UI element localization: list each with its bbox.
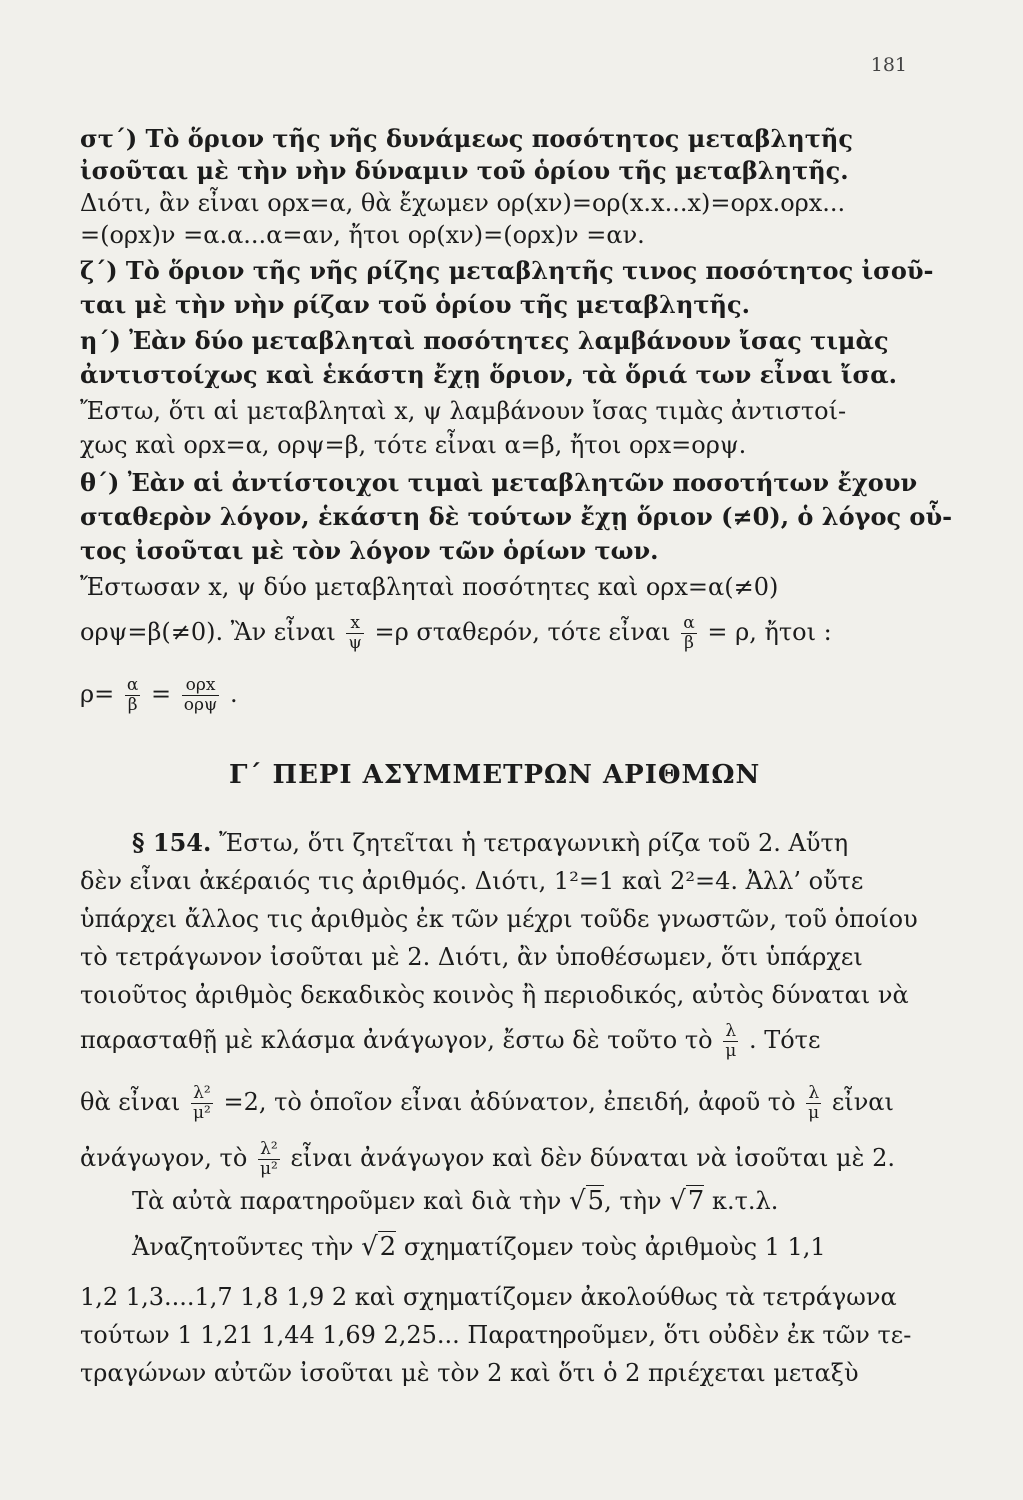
fraction-denominator: ψ — [348, 633, 362, 653]
section154-line3: ὑπάρχει ἄλλος τις ἀριθμὸς ἐκ τῶν μέχρι τοῦδε γνωστῶν, τοῦ ὁποίου — [80, 905, 918, 933]
section154-text: Ἔστω, ὅτι ζητεῖται ἡ τετραγωνικὴ ρίζα τοῦ 2. Αὕτη — [219, 829, 849, 857]
proof2-text-c: = ρ, ἤτοι : — [707, 618, 832, 646]
fraction-a-over-b — [125, 676, 140, 715]
line7-text-a: θὰ εἶναι — [80, 1088, 181, 1116]
fraction-numerator: α — [683, 613, 695, 633]
section154-line2: δὲν εἶναι ἀκέραιός τις ἀριθμός. Διότι, 1²=1 καὶ 2²=4. Ἀλλ’ οὔτε — [80, 867, 864, 895]
fraction-numerator: α — [126, 675, 139, 695]
radicand: 7 — [687, 1186, 705, 1216]
page-number: 181 — [870, 54, 907, 76]
section154-line11: 1,2 1,3....1,7 1,8 1,9 2 καὶ σχηματίζομεν ἀκολούθως τὰ τετράγωνα — [80, 1283, 897, 1311]
proof2-text-a: ορψ=β(≠0). Ἂν εἶναι — [80, 618, 336, 646]
theorem-theta-proof1: Ἔστωσαν x, ψ δύο μεταβληταὶ ποσότητες καὶ ορx=α(≠0) — [80, 573, 779, 601]
section154-line12: τούτων 1 1,21 1,44 1,69 2,25... Παρατηροῦμεν, ὅτι οὐδὲν ἐκ τῶν τε- — [80, 1321, 912, 1349]
line8-text-b: εἶναι ἀνάγωγον καὶ δὲν δύναται νὰ ἰσοῦται μὲ 2. — [290, 1144, 895, 1172]
proof3-text-c: . — [229, 680, 238, 708]
fraction-denominator: μ² — [259, 1159, 278, 1179]
theorem-z-line1: ζ΄) Τὸ ὅριον τῆς νῆς ρίζης μεταβλητῆς τινος ποσότητος ἰσοῦ- — [80, 256, 934, 285]
line9-text-c: κ.τ.λ. — [711, 1187, 779, 1215]
radicand: 5 — [587, 1186, 605, 1216]
section154-line5: τοιοῦτος ἀριθμὸς δεκαδικὸς κοινὸς ἢ περιοδικός, αὐτὸς δύναται νὰ — [80, 981, 909, 1009]
fraction-lambda-over-mu — [806, 1084, 821, 1123]
fraction-denominator: μ — [725, 1041, 737, 1061]
theorem-theta-proof3 — [80, 676, 940, 715]
theorem-eta-line2: ἀντιστοίχως καὶ ἑκάστη ἔχῃ ὅριον, τὰ ὅριά των εἶναι ἴσα. — [80, 360, 898, 389]
theorem-theta-line2: σταθερὸν λόγον, ἑκάστη δὲ τούτων ἔχῃ ὅριον (≠0), ὁ λόγος οὗ- — [80, 502, 953, 531]
fraction-numerator: x — [346, 614, 363, 634]
section154-line7 — [80, 1084, 940, 1123]
sqrt-5: √5 — [568, 1186, 605, 1216]
fraction-denominator: μ — [808, 1103, 820, 1123]
theorem-theta-line3: τος ἰσοῦται μὲ τὸν λόγον τῶν ὁρίων των. — [80, 536, 659, 565]
theorem-theta-line1: θ΄) Ἐὰν αἱ ἀντίστοιχοι τιμαὶ μεταβλητῶν ποσοτήτων ἔχουν — [80, 468, 918, 497]
fraction-denominator: β — [127, 695, 138, 715]
section154-line4: τὸ τετράγωνον ἰσοῦται μὲ 2. Διότι, ἂν ὑποθέσωμεν, ὅτι ὑπάρχει — [80, 943, 863, 971]
fraction-denominator: μ² — [192, 1103, 211, 1123]
fraction-lambda-over-mu — [723, 1022, 738, 1061]
theorem-st-proof1: Διότι, ἂν εἶναι ορx=α, θὰ ἔχωμεν ορ(xν)=ορ(x.x...x)=ορx.ορx... — [80, 189, 846, 217]
fraction-numerator: λ — [723, 1022, 738, 1042]
fraction-orx-over-orpsi — [182, 676, 220, 715]
radicand: 2 — [379, 1232, 397, 1262]
fraction-a-over-b — [681, 614, 696, 653]
fraction-numerator: λ² — [258, 1140, 280, 1160]
theorem-theta-proof2 — [80, 614, 940, 653]
proof2-text-b: =ρ σταθερόν, τότε εἶναι — [374, 618, 671, 646]
line6-text-b: . Τότε — [748, 1026, 821, 1054]
line8-text-a: ἀνάγωγον, τὸ — [80, 1144, 248, 1172]
proof3-text-a: ρ= — [80, 680, 115, 708]
fraction-denominator: β — [684, 633, 694, 653]
fraction-denominator: ορψ — [183, 695, 218, 715]
line7-text-c: εἶναι — [831, 1088, 894, 1116]
section154-line13: τραγώνων αὐτῶν ἰσοῦται μὲ τὸν 2 καὶ ὅτι ὁ 2 πριέχεται μεταξὺ — [80, 1359, 859, 1387]
sqrt-2: √2 — [361, 1232, 397, 1262]
fraction-numerator: λ² — [191, 1084, 213, 1104]
line9-text-b: , τὴν — [604, 1187, 662, 1215]
section154-line10 — [132, 1232, 940, 1262]
theorem-eta-proof2: χως καὶ ορx=α, ορψ=β, τότε εἶναι α=β, ἤτοι ορx=ορψ. — [80, 431, 747, 459]
line10-text-a: Ἀναζητοῦντες τὴν — [132, 1233, 354, 1261]
theorem-st-line2: ἰσοῦται μὲ τὴν νὴν δύναμιν τοῦ ὁρίου τῆς μεταβλητῆς. — [80, 156, 849, 185]
theorem-eta-line1: η΄) Ἐὰν δύο μεταβληταὶ ποσότητες λαμβάνουν ἴσας τιμὰς — [80, 326, 889, 355]
line6-text-a: παρασταθῇ μὲ κλάσμα ἀνάγωγον, ἔστω δὲ τοῦτο τὸ — [80, 1026, 713, 1054]
line7-text-b: =2, τὸ ὁποῖον εἶναι ἀδύνατον, ἐπειδή, ἀφοῦ τὸ — [223, 1088, 796, 1116]
proof3-text-b: = — [150, 680, 172, 708]
line9-text-a: Τὰ αὐτὰ παρατηροῦμεν καὶ διὰ τὴν — [132, 1187, 562, 1215]
line10-text-b: σχηματίζομεν τοὺς ἀριθμοὺς 1 1,1 — [403, 1233, 826, 1261]
section154-line1 — [132, 828, 940, 858]
section154-line8 — [80, 1140, 940, 1179]
section-label: § 154. — [132, 828, 212, 857]
theorem-z-line2: ται μὲ τὴν νὴν ρίζαν τοῦ ὁρίου τῆς μεταβλητῆς. — [80, 290, 750, 319]
fraction-x-over-psi — [346, 614, 363, 653]
theorem-st-line1: στ΄) Τὸ ὅριον τῆς νῆς δυνάμεως ποσότητος μεταβλητῆς — [80, 124, 853, 153]
section154-line6 — [80, 1022, 940, 1061]
theorem-st-proof2: =(ορx)ν =α.α...α=αν, ἤτοι ορ(xν)=(ορx)ν =αν. — [80, 221, 645, 249]
fraction-numerator: ορx — [182, 676, 220, 696]
sqrt-7: √7 — [669, 1186, 705, 1216]
section-heading: Γ΄ ΠΕΡΙ ΑΣΥΜΜΕΤΡΩΝ ΑΡΙΘΜΩΝ — [229, 760, 761, 790]
section154-line9 — [132, 1186, 940, 1216]
fraction-lambda2-over-mu2 — [258, 1140, 280, 1179]
theorem-eta-proof1: Ἔστω, ὅτι αἱ μεταβληταὶ x, ψ λαμβάνουν ἴσας τιμὰς ἀντιστοί- — [80, 397, 847, 425]
fraction-numerator: λ — [806, 1084, 821, 1104]
fraction-lambda2-over-mu2 — [191, 1084, 213, 1123]
